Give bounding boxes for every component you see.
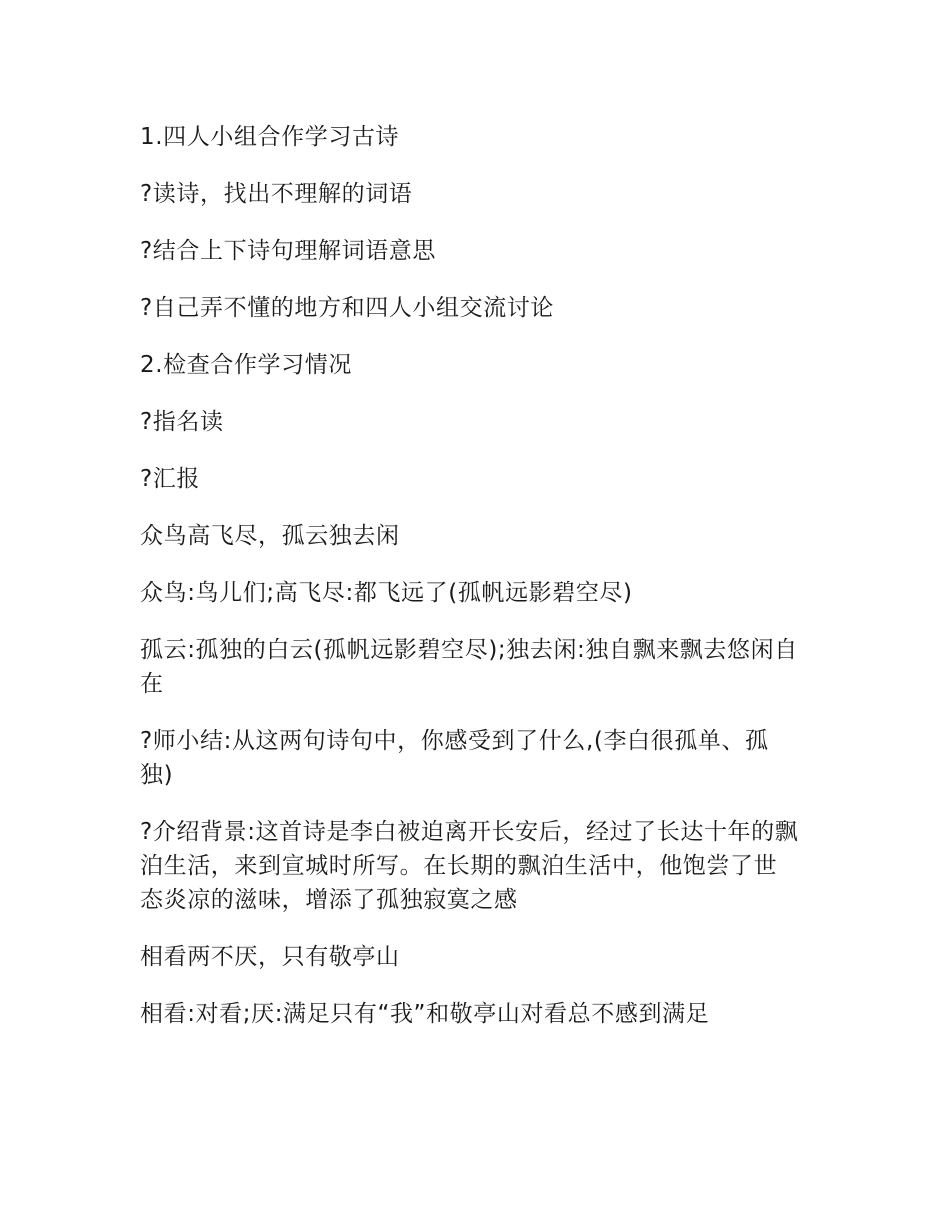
- document-body: [140, 120, 800, 1054]
- heading-group-study: 1.四人小组合作学习古诗: [140, 124, 400, 150]
- poem-line-2-notes: 相看:对看;厌:满足只有“我”和敬亭山对看总不感到满足: [140, 1001, 710, 1027]
- step-group-discussion: ?自己弄不懂的地方和四人小组交流讨论: [140, 295, 555, 321]
- poem-line-1: 众鸟高飞尽，孤云独去闲: [140, 523, 400, 549]
- poem-line-1-notes-a: 众鸟:鸟儿们;高飞尽:都飞远了(孤帆远影碧空尽): [140, 580, 633, 606]
- heading-check-study: 2.检查合作学习情况: [140, 352, 352, 378]
- poem-line-1-notes-b: 孤云:孤独的白云(孤帆远影碧空尽);独去闲:独自飘来飘去悠闲自在: [140, 637, 798, 697]
- poem-line-2: 相看两不厌，只有敬亭山: [140, 944, 400, 970]
- step-named-reading: ?指名读: [140, 409, 224, 435]
- teacher-summary: ?师小结:从这两句诗句中，你感受到了什么,(李白很孤单、孤独): [140, 728, 769, 788]
- step-report: ?汇报: [140, 466, 201, 492]
- background-intro: ?介绍背景:这首诗是李白被迫离开长安后，经过了长达十年的飘泊生活，来到宣城时所写。在长期的飘泊生活中，他饱尝了世态炎凉的滋味，增添了孤独寂寞之感: [140, 819, 799, 913]
- step-understand-words: ?结合上下诗句理解词语意思: [140, 238, 437, 264]
- step-read-poem: ?读诗，找出不理解的词语: [140, 181, 413, 207]
